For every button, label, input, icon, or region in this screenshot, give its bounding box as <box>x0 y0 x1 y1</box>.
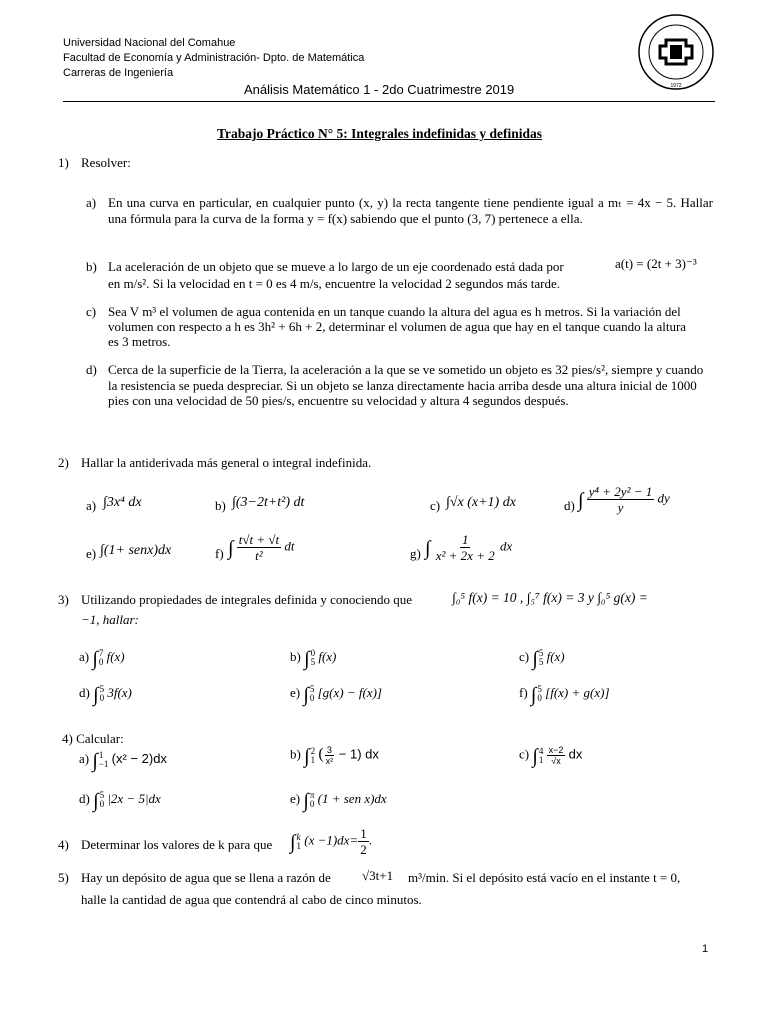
p3e-lo: 0 <box>309 693 315 704</box>
p2f-expr: ∫ $\frac{t√t + √t}{\text{t²}}$ dt <box>228 532 295 563</box>
p4c-num: x−2 <box>548 745 564 755</box>
p2g-den: x² + 2x + 2 <box>435 548 495 563</box>
p4b-num: 3 <box>326 745 332 755</box>
p4e-letter: e) <box>290 791 301 806</box>
p3c-item: c) ∫ 5 5 f(x) <box>519 648 565 670</box>
p2g-tail: dx <box>499 538 513 554</box>
p2d-den: y <box>617 500 624 515</box>
p4d-body: |2x − 5|dx <box>107 791 161 806</box>
p5-text: Determinar los valores de k para que <box>81 837 273 852</box>
course-title: Análisis Matemático 1 - 2do Cuatrimestre 2019 <box>244 82 515 97</box>
p1b-letter: b) <box>86 259 97 274</box>
university-name: Universidad Nacional del Comahue <box>63 37 236 49</box>
p2f-tail: dt <box>284 538 295 554</box>
p3f-lo: 0 <box>537 693 542 704</box>
p1d-text: Cerca de la superficie de la Tierra, la aceleración a la que se ve sometido un objeto es 32 pies/s², siempre y cuando la resistencia se pueda despreciar. Si un objeto se lanza directamente hacia arriba desde una altura inicial de 1000 pies con una velocidad de 50 pies/s, encuentre su velocidad y altura 4 segundos después. <box>108 362 704 408</box>
p2e-letter: e) <box>86 546 97 561</box>
p2g-letter: g) <box>410 546 421 561</box>
p4-label: 4) Calcular: <box>62 731 124 746</box>
p5-hi: k <box>296 831 301 842</box>
p3a-lo: 0 <box>98 657 104 668</box>
page-number: 1 <box>702 943 709 955</box>
p4c-lo: 1 <box>538 754 544 765</box>
p4a-body: (x² − 2)dx <box>111 751 167 766</box>
p2g-num: 1 <box>461 532 469 547</box>
p2d-tail: dy <box>657 490 670 506</box>
p3a-body: f(x) <box>106 649 125 664</box>
p3-text2: −1, hallar: <box>81 612 139 627</box>
p4a-item: a) ∫ 1 −1 (x² − 2)dx <box>79 750 167 772</box>
p2a-letter: a) <box>86 498 97 513</box>
p4e-hi: π <box>309 790 315 801</box>
p5-body: (x −1)dx= <box>304 832 359 848</box>
p5-end: . <box>368 832 372 848</box>
p1-number: 1) <box>58 155 69 170</box>
p1c-text: Sea V m³ el volumen de agua contenida en un tanque cuando la altura del agua es h metros. Si la variación del volumen con respecto a h es 3h² + 6h + 2, determinar el volumen de agua que hay en el tanque cuando la altura es 3 metros. <box>108 304 687 349</box>
p2c-letter: c) <box>430 498 441 513</box>
p3d-body: 3f(x) <box>107 685 132 700</box>
p6-rate: √3t+1 <box>362 868 394 883</box>
p3b-body: f(x) <box>318 649 337 664</box>
p6-text1: Hay un depósito de agua que se llena a razón de <box>81 870 331 885</box>
p1d-letter: d) <box>86 362 97 377</box>
p2c-expr: ∫√x (x+1) dx <box>446 495 516 510</box>
p2-number: 2) <box>58 455 69 470</box>
p4a-hi: 1 <box>98 750 104 761</box>
p1c-letter: c) <box>86 304 97 319</box>
p1b-formula: a(t) = (2t + 3)⁻³ <box>615 256 697 271</box>
p4b-tail: − 1) dx <box>335 746 379 762</box>
p3f-hi: 5 <box>537 684 542 695</box>
p3-number: 3) <box>58 592 69 607</box>
p2g-expr: ∫ $\frac{1}{\text{x² + 2x + 2}}$ dx <box>425 532 513 563</box>
p5-number: 4) <box>58 837 69 852</box>
p1a-text: En una curva en particular, en cualquier punto (x, y) la recta tangente tiene pendiente igual a mₜ = 4x − 5. Hallar una fórmula para la curva de la forma y = f(x) sabiendo que el punto (3, 7) pertenece a ella. <box>108 195 713 226</box>
p4e-item: e) ∫ π 0 (1 + sen x)dx <box>290 790 387 812</box>
p2d-num: y⁴ + 2y² − 1 <box>588 484 653 499</box>
p5-den: 2 <box>360 842 367 857</box>
p6-number: 5) <box>58 870 69 885</box>
p3c-letter: c) <box>519 649 530 664</box>
p2-label: Hallar la antiderivada más general o integral indefinida. <box>81 455 372 470</box>
p2f-num: t√t + √t <box>238 532 280 547</box>
p2b-expr: ∫(3−2t+t²) dt <box>232 495 305 510</box>
p1-label: Resolver: <box>81 155 131 170</box>
p2b-letter: b) <box>215 498 226 513</box>
p3d-hi: 5 <box>99 684 105 695</box>
p3b-item: b) ∫ 0 5 f(x) <box>290 648 337 670</box>
p4c-tail: dx <box>568 746 583 762</box>
p4d-item: d) ∫ 5 0 |2x − 5|dx <box>79 790 161 812</box>
p3e-letter: e) <box>290 685 301 700</box>
p3f-body: [f(x) + g(x)] <box>545 685 610 700</box>
p6-text3: halle la cantidad de agua que contendrá al cabo de cinco minutos. <box>81 892 422 907</box>
p4e-lo: 0 <box>309 799 315 810</box>
university-seal-icon <box>636 12 716 92</box>
page-title: Trabajo Práctico N° 5: Integrales indefinidas y definidas <box>217 126 543 141</box>
p4c-letter: c) <box>519 746 530 762</box>
header-divider <box>63 101 715 102</box>
p3-given: ∫₀⁵ f(x) = 10 , ∫₅⁷ f(x) = 3 y ∫₀⁵ g(x) = <box>452 590 648 605</box>
p3a-letter: a) <box>79 649 90 664</box>
p3b-letter: b) <box>290 649 301 664</box>
p3-text1: Utilizando propiedades de integrales definida y conociendo que <box>81 592 413 607</box>
p5-lo: 1 <box>296 840 301 851</box>
p4b-lo: 1 <box>310 754 316 765</box>
p2a-expr: ∫3x⁴ dx <box>103 495 142 510</box>
p4a-lo: −1 <box>98 759 109 770</box>
p4b-open: ( <box>318 745 324 763</box>
p3a-item: a) ∫ 7 0 f(x) <box>79 648 125 670</box>
p5-integral: ∫ k 1 (x −1)dx= $\frac{1}{2}$ . <box>290 826 372 857</box>
p1b-text1: La aceleración de un objeto que se mueve a lo largo de un eje coordenado está dada por <box>108 259 564 274</box>
p1b-text2: en m/s². Si la velocidad en t = 0 es 4 m/s, encuentre la velocidad 2 segundos más tarde. <box>108 276 561 291</box>
p4c-den: √x <box>551 756 561 766</box>
p2d-letter: d) <box>564 498 575 513</box>
p4c-item: c) ∫ 4 1 $\frac{x-2}{√x}$ dx <box>519 745 583 768</box>
p4d-hi: 5 <box>99 790 105 801</box>
p4a-letter: a) <box>79 751 90 766</box>
p3e-item: e) ∫ 5 0 [g(x) − f(x)] <box>290 684 382 706</box>
p2d-expr: ∫ $\frac{\text{y⁴ + 2y² − 1}}{y}$ dy <box>578 484 670 515</box>
p3d-letter: d) <box>79 685 90 700</box>
p3c-lo: 5 <box>538 657 544 668</box>
p4d-lo: 0 <box>99 799 105 810</box>
p4b-den: x² <box>325 756 334 766</box>
p3b-lo: 5 <box>310 657 316 668</box>
p3b-hi: 0 <box>310 648 316 659</box>
p3c-body: f(x) <box>546 649 565 664</box>
careers-name: Carreras de Ingeniería <box>63 67 174 79</box>
p4d-letter: d) <box>79 791 90 806</box>
p3d-item: d) ∫ 5 0 3f(x) <box>79 684 132 706</box>
p4c-hi: 4 <box>538 745 544 756</box>
p2f-letter: f) <box>215 546 224 561</box>
p4b-hi: 2 <box>310 745 316 756</box>
p3f-letter: f) <box>519 685 528 700</box>
p3c-hi: 5 <box>538 648 544 659</box>
p5-num: 1 <box>360 826 367 841</box>
seal-year: 1972 <box>670 83 682 89</box>
p3a-hi: 7 <box>98 648 104 659</box>
p4b-item: b) ∫ 2 1 ( $\frac{3}{\text{x²}}$ − 1) dx <box>290 745 379 768</box>
p3e-hi: 5 <box>309 684 315 695</box>
p3d-lo: 0 <box>99 693 105 704</box>
p3e-body: [g(x) − f(x)] <box>317 685 382 700</box>
p2f-den: t² <box>255 548 263 563</box>
p4b-letter: b) <box>290 746 301 762</box>
p1a-letter: a) <box>86 195 97 210</box>
faculty-name: Facultad de Economía y Administración- Dpto. de Matemática <box>63 52 365 64</box>
p3f-item: f) ∫ 5 0 [f(x) + g(x)] <box>519 684 610 706</box>
p2e-expr: ∫(1+ senx)dx <box>100 543 172 558</box>
p4e-body: (1 + sen x)dx <box>317 791 387 806</box>
p6-text2: m³/min. Si el depósito está vacío en el instante t = 0, <box>408 870 681 885</box>
